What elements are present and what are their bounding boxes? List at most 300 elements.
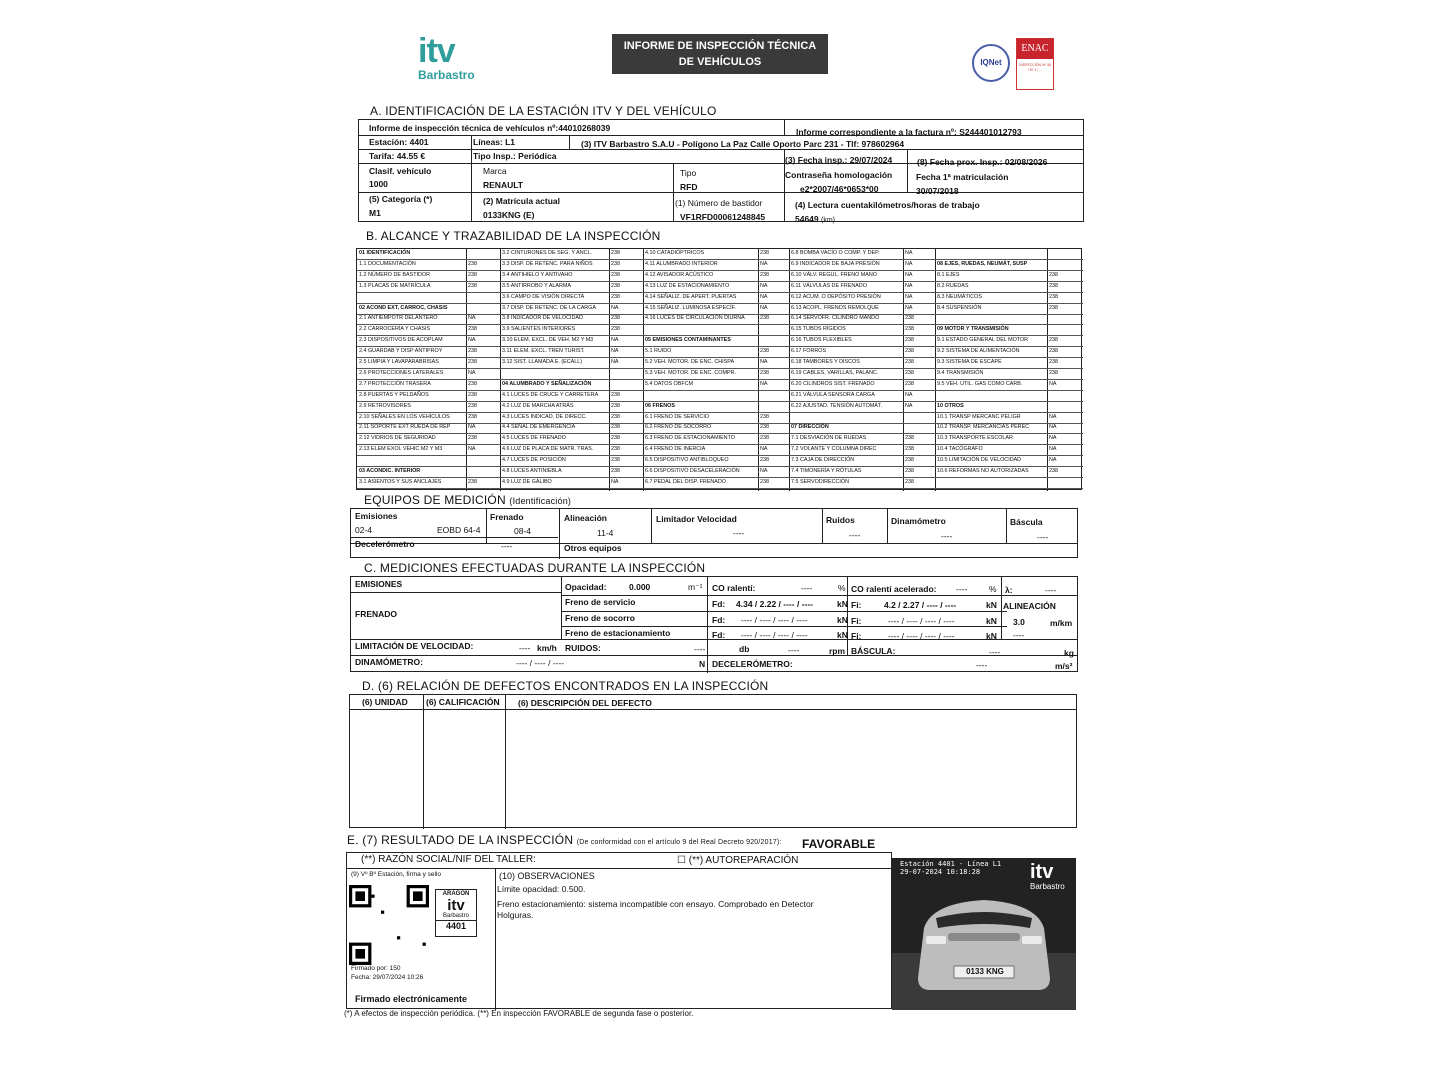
scope-item-result: 238 (905, 370, 914, 376)
c-decel: DECELERÓMETRO: (712, 659, 793, 669)
matricula-label: (2) Matrícula actual (483, 196, 560, 206)
tipo-insp: Tipo Insp.: Periódica (473, 151, 557, 161)
c-kg: kg (1064, 648, 1074, 658)
c-freno-socorro: Freno de socorro (565, 613, 635, 623)
c-kn5: kN (986, 616, 997, 626)
scope-group-header: 05 EMISIONES CONTAMINANTES (645, 337, 731, 343)
itv-logo (418, 34, 488, 90)
scope-item-label: 4.9 LUZ DE GÁLIBO (502, 479, 552, 485)
scope-row-divider (789, 455, 935, 456)
tarifa: Tarifa: 44.55 € (369, 151, 426, 161)
scope-row-divider (935, 335, 1083, 336)
autoreparacion: ☐ (**) AUTOREPARACIÓN (677, 855, 799, 866)
scope-row-divider (357, 444, 500, 445)
c-fd1: 4.34 / 2.22 / ---- / ---- (736, 599, 813, 609)
scope-item-result: 238 (611, 261, 620, 267)
scope-item-result: 238 (905, 381, 914, 387)
scope-row-divider (789, 281, 935, 282)
c-kn1: kN (837, 599, 848, 609)
scope-row-divider (935, 488, 1083, 489)
scope-item-label: 4.10 CATADIÓPTRICOS (645, 250, 705, 256)
scope-item-result: 238 (1049, 337, 1058, 343)
scope-item-label: 4.5 LUCES DE FRENADO (502, 435, 566, 441)
scope-item-label: 6.14 SERVOFR. CILINDRO MANDO (791, 315, 880, 321)
scope-item-result: 238 (905, 326, 914, 332)
scope-item-label: 10.2 TRANSP. MERCANCÍAS PEREC (937, 424, 1030, 430)
scope-item-label: 2.4 GUARDAB Y DISP ANTIPROY (359, 348, 443, 354)
scope-item-label: 2.11 SOPORTE EXT RUEDA DE REP (359, 424, 451, 430)
scope-item-label: 2.6 PROTECCIONES LATERALES (359, 370, 444, 376)
section-e-title-small: (De conformidad con el artículo 9 del Real Decreto 920/2017): (576, 839, 782, 846)
scope-row-divider (935, 357, 1083, 358)
eq-alineacion-val: 11-4 (597, 528, 614, 538)
c-alineacion-unit: m/km (1050, 618, 1073, 628)
scope-item-label: 10.6 REFORMAS NO AUTORIZADAS (937, 468, 1029, 474)
c-alineacion-val: 3.0 (1013, 617, 1025, 627)
scope-item-label: 7.1 DESVIACIÓN DE RUEDAS (791, 435, 867, 441)
scope-row-divider (935, 346, 1083, 347)
scope-item-label: 6.3 FRENO DE ESTACIONAMIENTO (645, 435, 735, 441)
scope-item-label: 4.2 LUZ DE MARCHA ATRÁS (502, 403, 574, 409)
c-fd2-label: Fd: (712, 615, 726, 625)
scope-row-divider (789, 346, 935, 347)
scope-row-divider (789, 335, 935, 336)
equipos-title-text: EQUIPOS DE MEDICIÓN (364, 493, 506, 507)
scope-item-result: 238 (1049, 359, 1058, 365)
scope-item-label: 6.11 VÁLVULAS DE FRENADO (791, 283, 867, 289)
scope-item-label: 2.2 CARROCERÍA Y CHASIS (359, 326, 431, 332)
scope-item-result: NA (1049, 446, 1057, 452)
photo-caption-1: Estación 4401 - Línea L1 (900, 860, 1002, 868)
report-title-line1: INFORME DE INSPECCIÓN TÉCNICA (623, 40, 817, 52)
scope-item-label: 7.4 TIMONERÍA Y RÓTULAS (791, 468, 862, 474)
c-opacidad-val: 0.000 (629, 582, 651, 592)
scope-row-divider (643, 368, 789, 369)
scope-item-result: NA (760, 359, 768, 365)
scope-item-result: NA (760, 381, 768, 387)
tipo-label: Tipo (680, 168, 697, 178)
scope-item-result: NA (611, 305, 619, 311)
scope-row-divider (789, 466, 935, 467)
c-pct2: % (989, 584, 997, 594)
informe-number: Informe de inspección técnica de vehículos nº:44010268039 (369, 123, 611, 133)
scope-row-divider (935, 412, 1083, 413)
c-fi3: ---- / ---- / ---- / ---- (888, 631, 955, 641)
scope-row-divider (357, 390, 500, 391)
scope-row-divider (789, 259, 935, 260)
scope-item-label: 6.8 BOMBA VACÍO O COMP. Y DEP. (791, 250, 880, 256)
scope-item-result: 238 (760, 424, 769, 430)
scope-row-divider (935, 477, 1083, 478)
scope-row-divider (935, 303, 1083, 304)
scope-item-label: 6.2 FRENO DE SOCORRO (645, 424, 712, 430)
scope-row-divider (500, 259, 643, 260)
scope-row-divider (935, 466, 1083, 467)
equipos-title-sub: (Identificación) (509, 496, 572, 506)
scope-row-divider (643, 303, 789, 304)
d-descripcion: (6) DESCRIPCIÓN DEL DEFECTO (518, 698, 652, 708)
scope-item-label: 3.4 ANTIHIELO Y ANTIVAHO (502, 272, 573, 278)
scope-row-divider (935, 401, 1083, 402)
scope-item-result: 238 (1049, 294, 1058, 300)
categoria-label: (5) Categoría (*) (369, 194, 433, 204)
scope-item-label: 10.5 LIMITACIÓN DE VELOCIDAD (937, 457, 1022, 463)
scope-row-divider (500, 324, 643, 325)
section-c-title: C. MEDICIONES EFECTUADAS DURANTE LA INSPECCIÓN (364, 561, 706, 575)
eq-ruidos-val: ---- (849, 530, 861, 540)
result-favorable: FAVORABLE (802, 837, 876, 851)
scope-item-result: NA (1049, 381, 1057, 387)
matricula-value: 0133KNG (E) (483, 210, 535, 220)
scope-item-result: 238 (1049, 272, 1058, 278)
scope-row-divider (643, 412, 789, 413)
scope-item-result: NA (760, 294, 768, 300)
c-co-ralenti-val: ---- (801, 583, 813, 593)
scope-item-result: 238 (468, 392, 477, 398)
scope-item-result: 238 (905, 359, 914, 365)
scope-item-result: 238 (468, 435, 477, 441)
c-ruidos: RUIDOS: (565, 643, 601, 653)
scope-row-divider (357, 303, 500, 304)
scope-row-divider (500, 346, 643, 347)
c-ruidos-val2: ---- (788, 645, 800, 655)
scope-item-result: 238 (611, 326, 620, 332)
scope-row-divider (500, 357, 643, 358)
c-bascula: BÁSCULA: (851, 646, 896, 656)
scope-row-divider (935, 270, 1083, 271)
vehicle-photo (892, 858, 1076, 1010)
scope-item-label: 6.9 INDICADOR DE BAJA PRESIÓN (791, 261, 880, 267)
scope-group-header: 01 IDENTIFICACIÓN (359, 250, 411, 256)
scope-item-label: 3.10 ELEM. EXCL. DE VEH. M2 Y M3 (502, 337, 594, 343)
bastidor-value: VF1RFD00061248845 (680, 212, 766, 222)
eq-emisiones: Emisiones (355, 511, 398, 521)
c-frenado: FRENADO (355, 609, 398, 619)
scope-item-result: NA (1049, 424, 1057, 430)
scope-item-label: 3.2 CINTURONES DE SEG. Y ANCL. (502, 250, 592, 256)
scope-item-result: 238 (760, 250, 769, 256)
c-fd3-label: Fd: (712, 630, 726, 640)
scope-row-divider (357, 433, 500, 434)
scope-row-divider (357, 455, 500, 456)
scope-item-result: NA (468, 370, 476, 376)
scope-item-result: NA (905, 294, 913, 300)
scope-item-label: 8.1 EJES (937, 272, 960, 278)
enac-logo-sub: INSPECCIÓN Nº 38 / EI 1 / ... (1019, 63, 1051, 72)
scope-item-result: NA (468, 424, 476, 430)
scope-item-result: 238 (611, 468, 620, 474)
scope-item-result: NA (905, 250, 913, 256)
stamp-top: ARAGÓN (442, 891, 470, 897)
scope-item-label: 2.1 ANTIEMPOTR DELANTERO (359, 315, 438, 321)
scope-item-label: 3.9 SALIENTES INTERIORES (502, 326, 576, 332)
scope-row-divider (500, 477, 643, 478)
c-bascula-val: ---- (989, 647, 1001, 657)
scope-row-divider (357, 346, 500, 347)
scope-item-label: 2.9 RETROVISORES (359, 403, 411, 409)
scope-row-divider (935, 455, 1083, 456)
scope-item-result: 238 (468, 326, 477, 332)
scope-item-label: 6.19 CABLES, VARILLAS, PALANC. (791, 370, 879, 376)
scope-item-label: 9.2 SISTEMA DE ALIMENTACIÓN (937, 348, 1020, 354)
scope-row-divider (643, 466, 789, 467)
scope-item-label: 2.3 DISPOSITIVOS DE ACOPLAM (359, 337, 443, 343)
stamp-logo: itv (447, 897, 465, 914)
photo-logo-sub: Barbastro (1030, 882, 1065, 891)
c-freno-servicio: Freno de servicio (565, 597, 636, 607)
scope-item-result: 238 (760, 370, 769, 376)
eq-limitador-val: ---- (733, 528, 745, 538)
c-dinamometro: DINAMÓMETRO: (355, 657, 423, 667)
scope-item-result: 238 (1049, 305, 1058, 311)
c-kn6: kN (986, 631, 997, 641)
c-alineacion-dash: ---- (1013, 630, 1025, 640)
scope-row-divider (789, 477, 935, 478)
scope-group-header: 10 OTROS (937, 403, 964, 409)
scope-item-label: 6.4 FRENO DE INERCIA (645, 446, 706, 452)
factura-number: Informe correspondiente a la factura nº: S244401012793 (796, 127, 1022, 137)
defectos-table (349, 694, 1077, 828)
scope-item-label: 6.18 TAMBORES Y DISCOS (791, 359, 860, 365)
razon-social: (**) RAZÓN SOCIAL/NIF DEL TALLER: (361, 854, 536, 865)
c-opacidad: Opacidad: (565, 582, 607, 592)
scope-item-label: 10.4 TACÓGRAFO (937, 446, 983, 452)
scope-item-label: 5.1 RUIDO (645, 348, 672, 354)
scope-item-result: 238 (611, 403, 620, 409)
marca-value: RENAULT (483, 180, 523, 190)
itv-logo-text: itv (418, 32, 455, 70)
categoria-value: M1 (369, 208, 381, 218)
section-d-title: D. (6) RELACIÓN DE DEFECTOS ENCONTRADOS EN LA INSPECCIÓN (362, 679, 769, 693)
scope-item-label: 4.7 LUCES DE POSICIÓN (502, 457, 566, 463)
mediciones-table (350, 576, 1078, 672)
scope-item-result: 238 (611, 315, 620, 321)
scope-item-result: 238 (611, 435, 620, 441)
iqnet-badge-text: IQNet (980, 58, 1002, 67)
scope-item-label: 6.7 PEDAL DEL DISP. FRENADO (645, 479, 726, 485)
itv-stamp (435, 889, 477, 937)
scope-item-label: 2.10 SEÑALES EN LOS VEHÍCULOS (359, 414, 450, 420)
scope-item-result: 238 (468, 348, 477, 354)
scope-row-divider (500, 433, 643, 434)
scope-group-header: 07 DIRECCIÓN (791, 424, 829, 430)
scope-row-divider (789, 444, 935, 445)
qr-code-graphic (349, 885, 429, 965)
scope-row-divider (643, 281, 789, 282)
scope-item-result: NA (468, 337, 476, 343)
section-e-title-text: E. (7) RESULTADO DE LA INSPECCIÓN (347, 833, 574, 847)
scope-item-label: 9.4 TRANSMISIÓN (937, 370, 984, 376)
c-fd3: ---- / ---- / ---- / ---- (741, 630, 808, 640)
scope-row-divider (500, 270, 643, 271)
c-kmh: km/h (537, 643, 557, 653)
itv-address: (3) ITV Barbastro S.A.U - Polígono La Paz Calle Oporto Parc 231 - Tlf: 978602964 (581, 139, 905, 149)
scope-row-divider (643, 357, 789, 358)
scope-item-result: 238 (611, 446, 620, 452)
c-dinamometro-val: ---- / ---- / ---- (516, 658, 565, 668)
scope-row-divider (643, 433, 789, 434)
scope-row-divider (643, 477, 789, 478)
scope-row-divider (500, 466, 643, 467)
scope-row-divider (789, 324, 935, 325)
c-fi1-label: Fi: (851, 600, 862, 610)
scope-item-label: 4.15 SEÑALIZ. LUMINOSA ESPECÍF. (645, 305, 736, 311)
scope-row-divider (357, 292, 500, 293)
scope-item-result: 238 (760, 348, 769, 354)
scope-item-result: NA (611, 359, 619, 365)
scope-row-divider (500, 368, 643, 369)
scope-item-result: 238 (1049, 370, 1058, 376)
scope-item-label: 6.16 TUBOS FLEXIBLES (791, 337, 852, 343)
scope-row-divider (500, 303, 643, 304)
scope-item-result: 238 (760, 457, 769, 463)
iqnet-badge (972, 44, 1010, 82)
scope-item-result: 238 (1049, 468, 1058, 474)
scope-item-label: 4.3 LUCES INDICAD. DE DIRECC. (502, 414, 587, 420)
stamp-sub: Barbastro (442, 913, 469, 919)
scope-row-divider (935, 390, 1083, 391)
scope-item-result: NA (760, 446, 768, 452)
scope-row-divider (357, 401, 500, 402)
scope-row-divider (935, 281, 1083, 282)
c-fd1-label: Fd: (712, 599, 726, 609)
scope-item-label: 3.8 INDICADOR DE VELOCIDAD (502, 315, 583, 321)
scope-row-divider (935, 324, 1083, 325)
firmado-fecha: Fecha: 29/07/2024 10:26 (351, 974, 424, 981)
scope-item-result: 238 (905, 315, 914, 321)
scope-item-label: 6.20 CILINDROS SIST. FRENADO (791, 381, 875, 387)
c-decel-val: ---- (976, 660, 988, 670)
scope-row-divider (789, 357, 935, 358)
c-fd2: ---- / ---- / ---- / ---- (741, 615, 808, 625)
fecha1-value: 30/07/2018 (916, 186, 959, 196)
scope-item-result: 238 (468, 479, 477, 485)
c-freno-estac: Freno de estacionamiento (565, 628, 671, 638)
scope-item-label: 7.5 SERVODIRECCIÓN (791, 479, 850, 485)
scope-row-divider (789, 270, 935, 271)
c-fi1: 4.2 / 2.27 / ---- / ---- (884, 600, 957, 610)
scope-item-label: 8.4 SUSPENSIÓN (937, 305, 982, 311)
scope-item-result: 238 (611, 457, 620, 463)
scope-item-result: 238 (760, 272, 769, 278)
scope-item-result: 238 (905, 468, 914, 474)
scope-item-result: NA (1049, 414, 1057, 420)
scope-item-label: 6.15 TUBOS RÍGIDOS (791, 326, 846, 332)
c-limitacion: LIMITACIÓN DE VELOCIDAD: (355, 641, 474, 651)
scope-group-header: 02 ACOND EXT, CARROC, CHASIS (359, 305, 448, 311)
scope-row-divider (789, 488, 935, 489)
c-co-ralenti: CO ralentí: (712, 583, 756, 593)
scope-item-result: NA (611, 479, 619, 485)
scope-item-label: 3.1 ASIENTOS Y SUS ANCLAJES (359, 479, 442, 485)
scope-item-label: 2.8 PUERTAS Y PELDAÑOS (359, 392, 429, 398)
scope-row-divider (643, 455, 789, 456)
scope-item-label: 3.3 DISP. DE RETENC. PARA NIÑOS (502, 261, 593, 267)
scope-item-label: 9.5 VEH. UTIL. GAS COMO CARB. (937, 381, 1023, 387)
scope-row-divider (500, 390, 643, 391)
scope-row-divider (357, 477, 500, 478)
scope-item-label: 4.11 ALUMBRADO INTERIOR (645, 261, 718, 267)
scope-item-label: 9.1 ESTADO GENERAL DEL MOTOR (937, 337, 1029, 343)
scope-row-divider (357, 379, 500, 380)
lectura-value (795, 214, 835, 226)
photo-logo: itv (1030, 861, 1054, 883)
eq-limitador: Limitador Velocidad (656, 514, 737, 524)
scope-row-divider (643, 444, 789, 445)
marca-label: Marca (483, 166, 507, 176)
scope-grid (356, 248, 1082, 490)
equipos-title (364, 493, 571, 507)
scope-item-label: 3.5 ANTIRROBO Y ALARMA (502, 283, 572, 289)
scope-item-label: 8.3 NEUMÁTICOS (937, 294, 982, 300)
eq-alineacion: Alineación (564, 513, 607, 523)
scope-item-result: 238 (611, 283, 620, 289)
d-calificacion: (6) CALIFICACIÓN (426, 697, 500, 707)
equipos-table (350, 508, 1078, 558)
scope-row-divider (643, 292, 789, 293)
scope-item-label: 6.22 AJUSTAD. TENSIÓN AUTOMÁT. (791, 403, 883, 409)
scope-item-label: 6.12 ACUM. O DEPÓSITO PRESIÓN (791, 294, 881, 300)
section-b-title: B. ALCANCE Y TRAZABILIDAD DE LA INSPECCIÓN (366, 229, 661, 243)
contrasena-label: Contraseña homologación (785, 170, 893, 180)
photo-caption-2: 29-07-2024 10:18:28 (900, 868, 981, 876)
scope-row-divider (789, 401, 935, 402)
c-fi2: ---- / ---- / ---- / ---- (888, 616, 955, 626)
eq-bascula-val: ---- (1037, 532, 1049, 542)
c-n: N (699, 659, 706, 669)
eq-frenado-val: 08-4 (514, 526, 532, 536)
scope-row-divider (357, 466, 500, 467)
scope-item-result: NA (760, 283, 768, 289)
c-fi2-label: Fi: (851, 616, 862, 626)
stamp-num: 4401 (436, 920, 476, 932)
scope-group-header: 06 FRENOS (645, 403, 675, 409)
scope-item-label: 5.2 VEH. MOTOR. DE ENC. CHISPA (645, 359, 735, 365)
footer-note: (*) A efectos de inspección periódica. (**) En inspección FAVORABLE de segunda fase o posterior. (344, 1009, 694, 1018)
scope-item-label: 4.8 LUCES ANTINIEBLA (502, 468, 562, 474)
lectura-unit: (km) (821, 217, 836, 224)
scope-row-divider (357, 335, 500, 336)
eq-otros: Otros equipos (564, 543, 622, 553)
scope-item-result: 238 (611, 392, 620, 398)
scope-item-result: 238 (468, 381, 477, 387)
scope-row-divider (357, 270, 500, 271)
obs-line3: Holguras. (497, 910, 534, 920)
itv-logo-sub: Barbastro (418, 68, 475, 82)
scope-item-label: 1.2 NÚMERO DE BASTIDOR (359, 272, 430, 278)
c-kn3: kN (837, 630, 848, 640)
scope-group-header: 08 EJES, RUEDAS, NEUMÁT, SUSP (937, 261, 1028, 267)
scope-item-result: 238 (1049, 348, 1058, 354)
scope-item-result: NA (760, 261, 768, 267)
lectura-number: 54649 (795, 214, 819, 224)
scope-item-result: 238 (611, 294, 620, 300)
c-co-acel-val: ---- (956, 584, 968, 594)
scope-item-label: 5.4 DATOS OBFCM (645, 381, 694, 387)
scope-row-divider (357, 412, 500, 413)
lineas: Líneas: L1 (473, 137, 516, 147)
scope-item-label: 2.12 VIDRIOS DE SEGURIDAD (359, 435, 436, 441)
scope-row-divider (789, 412, 935, 413)
scope-item-label: 4.4 SEÑAL DE EMERGENCIA (502, 424, 576, 430)
c-lambda: λ: (1005, 585, 1013, 595)
scope-row-divider (643, 324, 789, 325)
c-db: db (739, 644, 750, 654)
fecha1-label: Fecha 1ª matriculación (916, 172, 1009, 182)
eq-decelerometro-val: ---- (501, 541, 513, 551)
scope-item-result: 238 (611, 424, 620, 430)
scope-row-divider (357, 368, 500, 369)
